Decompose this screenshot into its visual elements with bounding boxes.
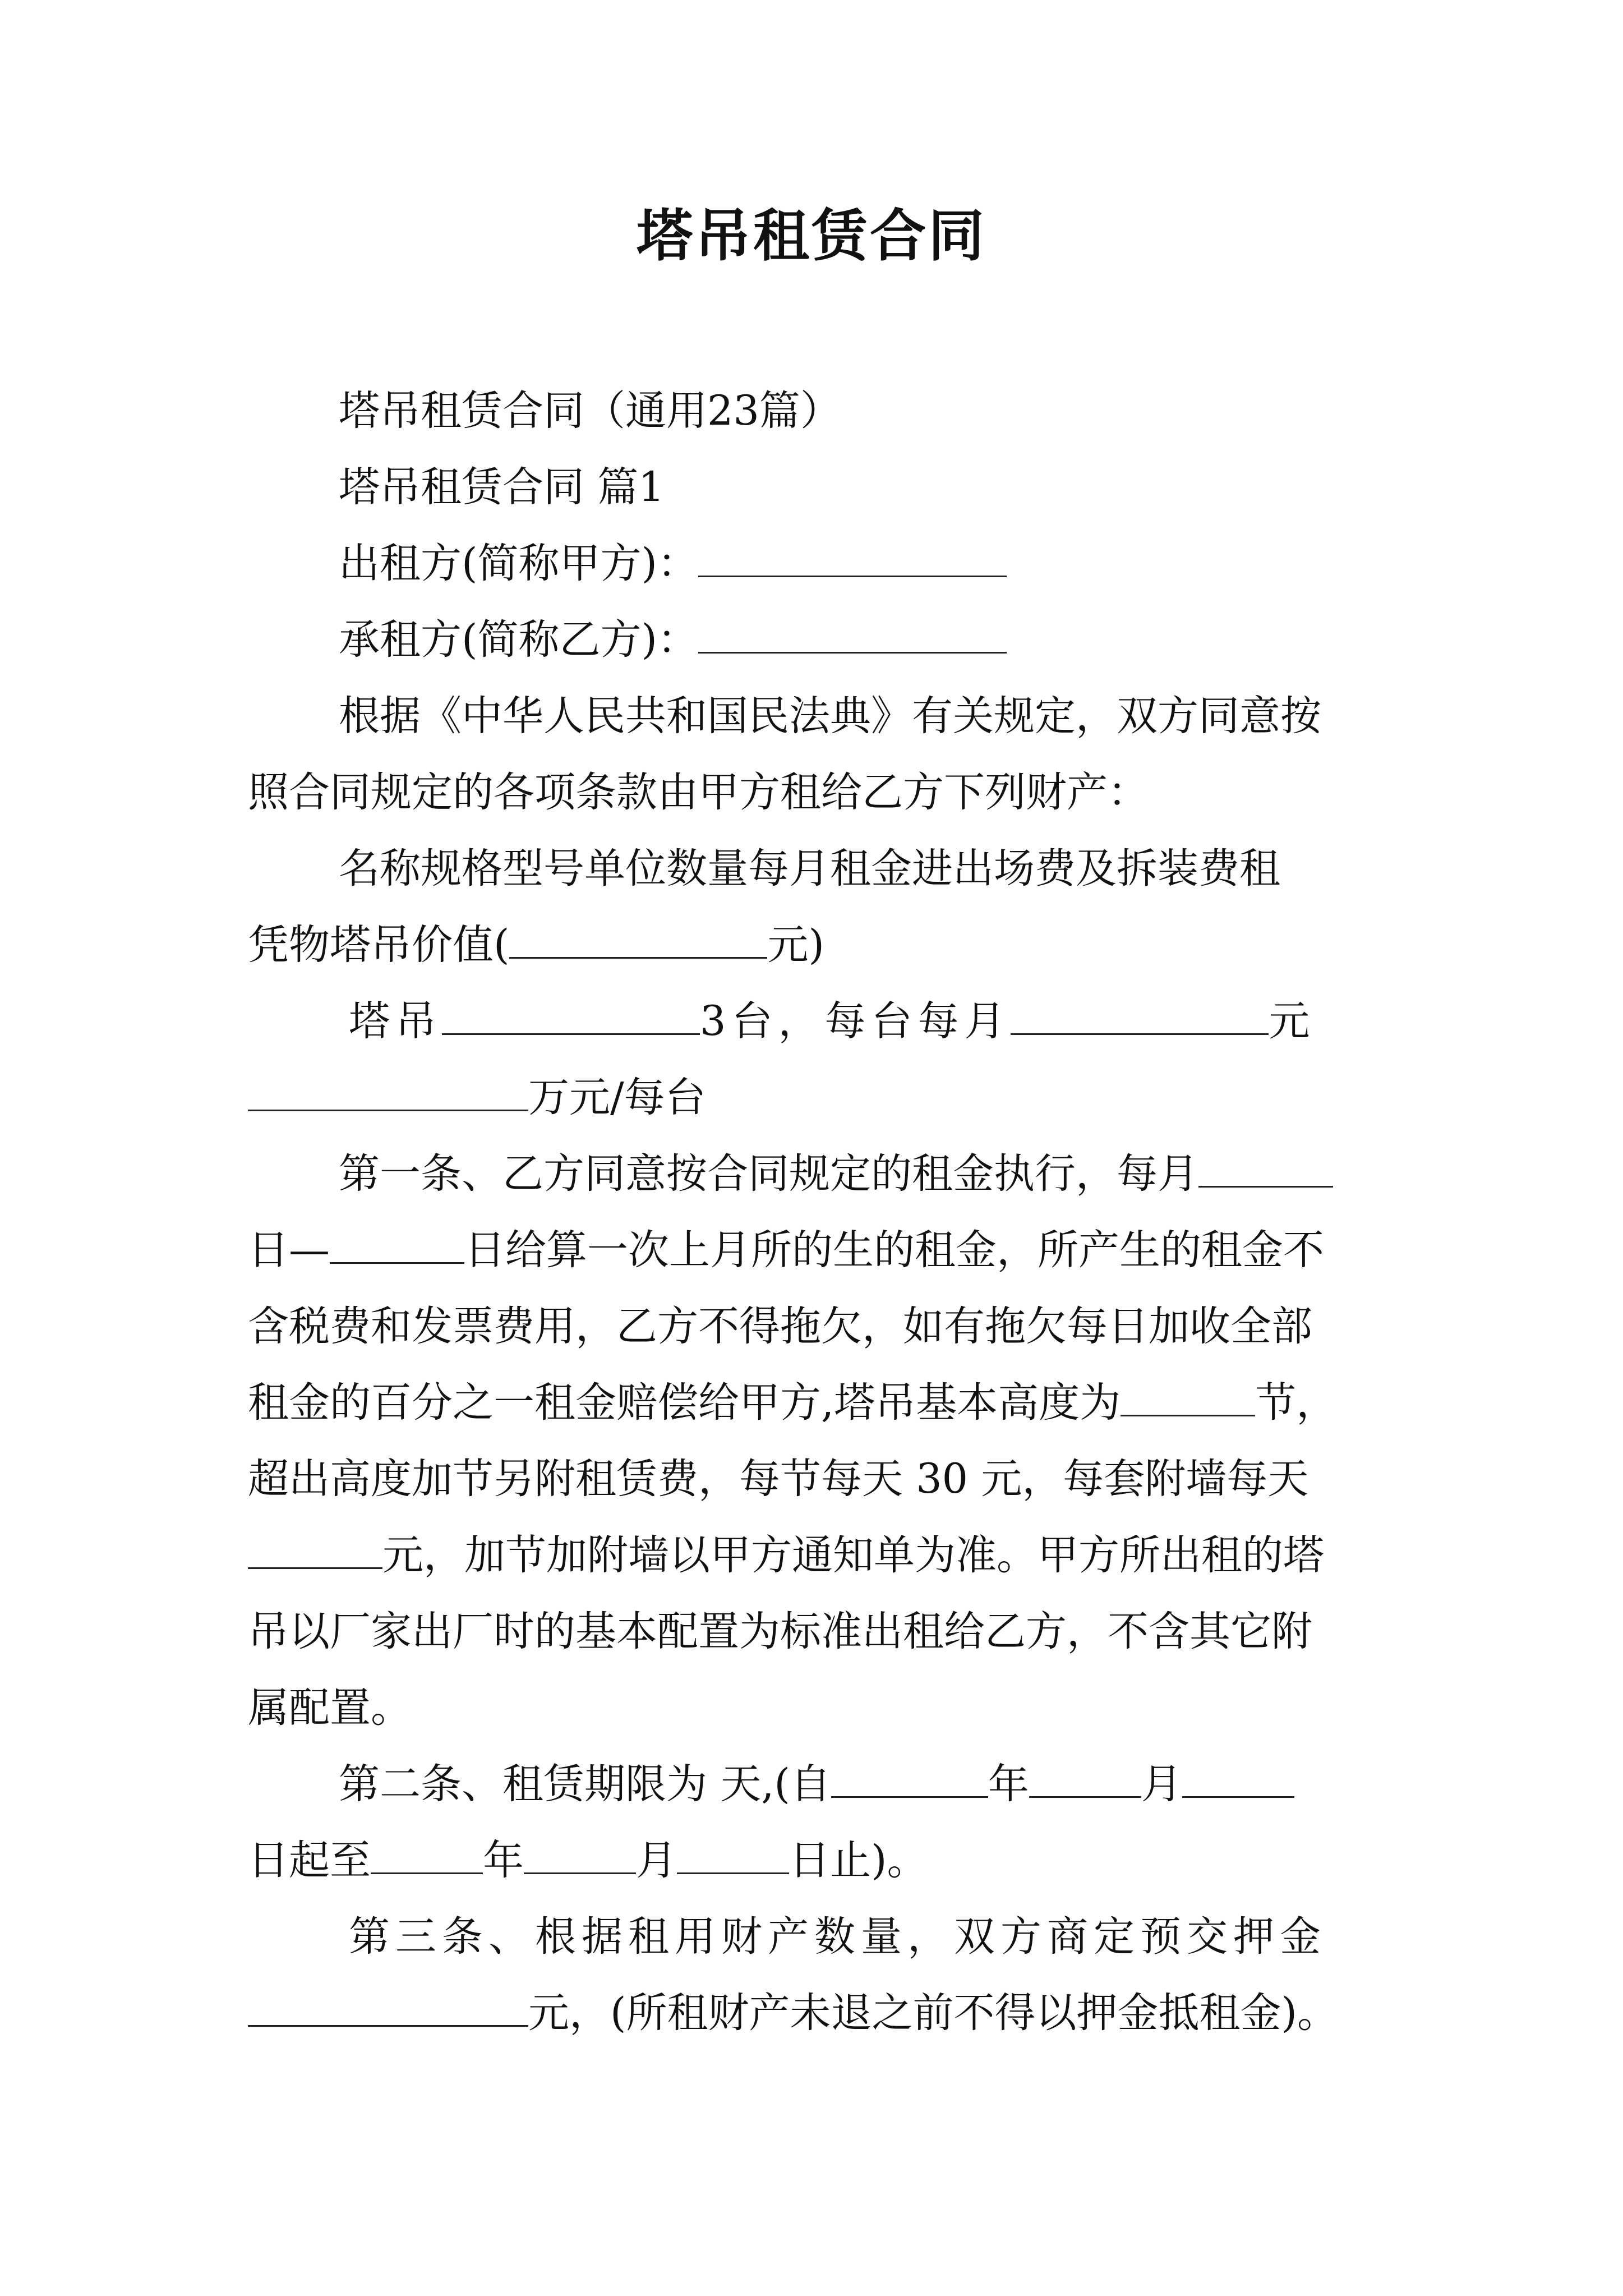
lessor-blank bbox=[698, 542, 1007, 577]
crane-unit: 元 bbox=[1269, 997, 1316, 1045]
article-2-blank-3 bbox=[1182, 1763, 1294, 1798]
article-1-line-4-pre: 租金的百分之一租金赔偿给甲方,塔吊基本高度为 bbox=[248, 1379, 1121, 1427]
article-1-line-1: 第一条、乙方同意按合同规定的租金执行，每月 bbox=[339, 1150, 1198, 1198]
article-1-blank-3 bbox=[1121, 1381, 1255, 1416]
crane-blank-1 bbox=[442, 1000, 700, 1035]
article-2-month-2: 月 bbox=[636, 1837, 677, 1884]
article-1-line-8: 属配置。 bbox=[248, 1684, 412, 1732]
property-value-unit: 元) bbox=[767, 921, 824, 969]
article-1-line-2-post: 日给算一次上月所的生的租金，所产生的租金不 bbox=[464, 1226, 1324, 1274]
article-2-blank-4 bbox=[371, 1839, 483, 1874]
paragraph-property-header bbox=[248, 831, 1384, 907]
paragraph-lessee bbox=[248, 602, 1384, 678]
crane-blank-3 bbox=[248, 1076, 528, 1111]
article-2-month-1: 月 bbox=[1141, 1760, 1182, 1808]
preamble-line-2: 照合同规定的各项条款由甲方租给乙方下列财产： bbox=[248, 769, 1149, 816]
paragraph-lessor bbox=[248, 526, 1384, 602]
article-1-line-6-post: 元，加节加附墙以甲方通知单为准。甲方所出租的塔 bbox=[382, 1531, 1324, 1579]
article-1-line-2 bbox=[248, 1212, 1384, 1289]
article-2-blank-2 bbox=[1029, 1763, 1141, 1798]
article-1-line-5: 超出高度加节另附租赁费，每节每天 30 元，每套附墙每天 bbox=[248, 1455, 1309, 1503]
article-1-line-7: 吊以厂家出厂时的基本配置为标准出租给乙方，不含其它附 bbox=[248, 1608, 1312, 1655]
crane-price-unit: 万元/每台 bbox=[528, 1074, 706, 1121]
paragraph-preamble bbox=[248, 678, 1384, 754]
section-heading-text: 塔吊租赁合同 篇1 bbox=[339, 463, 665, 511]
property-header-line-2 bbox=[248, 907, 1384, 983]
preamble-line-1: 根据《中华人民共和国民法典》有关规定，双方同意按 bbox=[339, 692, 1321, 740]
crane-blank-2 bbox=[1011, 1000, 1269, 1035]
crane-count: 3台，每台每月 bbox=[700, 997, 1011, 1045]
article-1-line-6 bbox=[248, 1517, 1384, 1594]
crane-label: 塔吊 bbox=[349, 997, 442, 1045]
subtitle-text: 塔吊租赁合同（通用23篇） bbox=[339, 387, 841, 435]
article-1-blank-2 bbox=[330, 1228, 464, 1264]
article-2-line-2-pre: 日起至 bbox=[248, 1837, 371, 1884]
article-2-blank-1 bbox=[831, 1763, 988, 1798]
property-header-line-1: 名称规格型号单位数量每月租金进出场费及拆装费租 bbox=[339, 845, 1280, 892]
lessee-blank bbox=[698, 618, 1007, 654]
article-3-line-2-post: 元，(所租财产未退之前不得以押金抵租金)。 bbox=[528, 1989, 1338, 2037]
crane-line-2 bbox=[248, 1060, 1384, 1136]
article-2-blank-6 bbox=[677, 1839, 789, 1874]
document-body bbox=[248, 373, 1384, 2051]
article-2-blank-5 bbox=[524, 1839, 636, 1874]
article-3-line-2 bbox=[248, 1975, 1384, 2051]
lessee-label: 承租方(简称乙方)： bbox=[339, 616, 698, 664]
article-1-line-4-post: 节， bbox=[1255, 1379, 1338, 1427]
paragraph-article-1 bbox=[248, 1136, 1384, 1212]
article-2-line-2 bbox=[248, 1823, 1384, 1899]
document-title: 塔吊租赁合同 bbox=[637, 203, 986, 269]
paragraph-crane-line bbox=[248, 983, 1384, 1060]
lessor-label: 出租方(简称甲方)： bbox=[339, 540, 698, 587]
property-value-label: 凭物塔吊价值( bbox=[248, 921, 510, 969]
article-3-line-1: 第三条、根据租用财产数量，双方商定预交押金 bbox=[349, 1913, 1326, 1961]
article-2-line-1-pre: 第二条、租赁期限为 天,(自 bbox=[339, 1760, 831, 1808]
article-1-line-2-pre: 日— bbox=[248, 1226, 330, 1274]
article-2-year-2: 年 bbox=[483, 1837, 524, 1884]
article-1-line-4 bbox=[248, 1365, 1384, 1441]
paragraph-article-3 bbox=[248, 1899, 1384, 1975]
paragraph-subtitle bbox=[248, 373, 1384, 449]
article-1-line-3: 含税费和发票费用，乙方不得拖欠，如有拖欠每日加收全部 bbox=[248, 1303, 1312, 1350]
article-1-blank-1 bbox=[1198, 1152, 1333, 1188]
article-2-year-1: 年 bbox=[988, 1760, 1029, 1808]
paragraph-article-2 bbox=[248, 1746, 1384, 1823]
article-1-blank-4 bbox=[248, 1534, 382, 1569]
article-2-line-2-post: 日止)。 bbox=[789, 1837, 928, 1884]
article-3-blank-1 bbox=[248, 1991, 528, 2027]
paragraph-section-heading bbox=[248, 449, 1384, 526]
property-value-blank bbox=[509, 923, 767, 959]
